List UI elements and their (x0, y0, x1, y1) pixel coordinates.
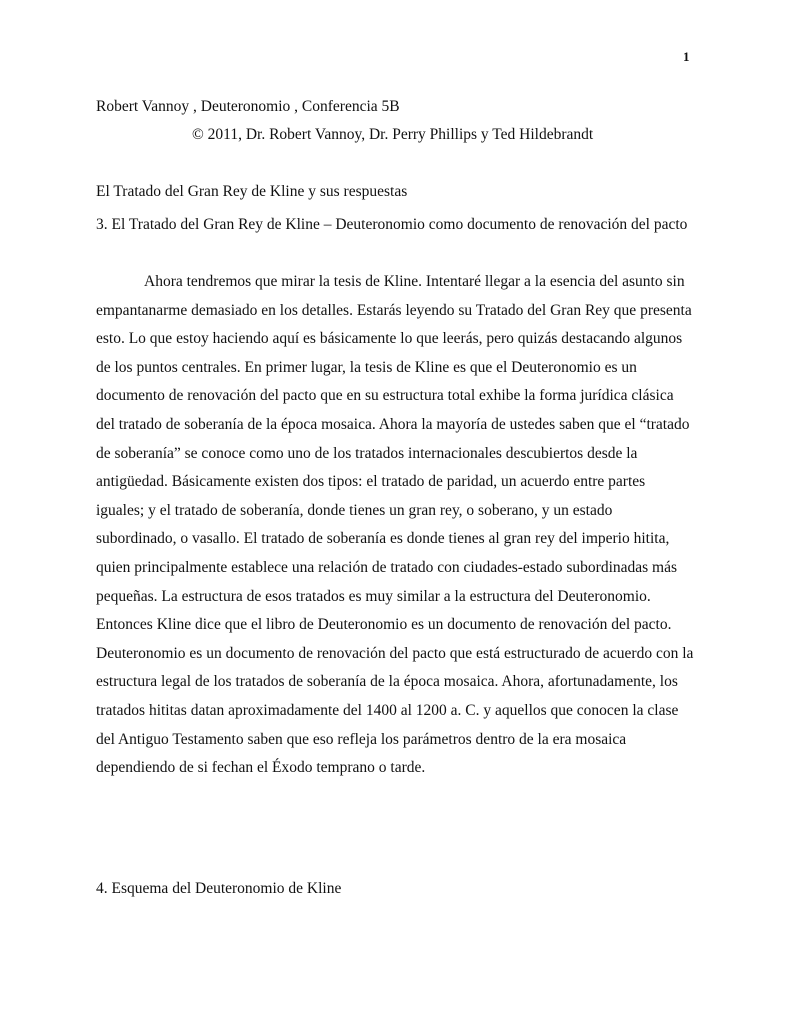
lecture-title: El Tratado del Gran Rey de Kline y sus respuestas (96, 183, 408, 200)
copyright-line: © 2011, Dr. Robert Vannoy, Dr. Perry Phillips y Ted Hildebrandt (192, 126, 594, 143)
author-lecture-line: Robert Vannoy , Deuteronomio , Conferencia 5B (96, 98, 400, 115)
body-paragraph: Ahora tendremos que mirar la tesis de Kline. Intentaré llegar a la esencia del asunto sin empantanarme demasiado en los detalles. Estarás leyendo su Tratado del Gran Rey que presenta esto. Lo que estoy haciendo aquí es básicamente lo que leerás, pero quizás destacando algunos de los puntos centrales. En primer lugar, la tesis de Kline es que el Deuteronomio es un documento de renovación del pacto que en su estructura total exhibe la forma jurídica clásica del tratado de soberanía de la época mosaica. Ahora la mayoría de ustedes saben que el “tratado de soberanía” se conoce como uno de los tratados internacionales descubiertos desde la antigüedad. Básicamente existen dos tipos: el tratado de paridad, un acuerdo entre partes iguales; y el tratado de soberanía, donde tienes un gran rey, o soberano, y un estado subordinado, o vasallo. El tratado de soberanía es donde tienes al gran rey del imperio hitita, quien principalmente establece una relación de tratado con ciudades-estado subordinadas más pequeñas. La estructura de esos tratados es muy similar a la estructura del Deuteronomio. Entonces Kline dice que el libro de Deuteronomio es un documento de renovación del pacto. Deuteronomio es un documento de renovación del pacto que está estructurado de acuerdo con la estructura legal de los tratados de soberanía de la época mosaica. Ahora, afortunadamente, los tratados hititas datan aproximadamente del 1400 al 1200 a. C. y aquellos que conocen la clase del Antiguo Testamento saben que eso refleja los parámetros dentro de la era mosaica dependiendo de si fechan el Éxodo temprano o tarde. (96, 273, 694, 777)
section-3-heading: 3. El Tratado del Gran Rey de Kline – Deuteronomio como documento de renovación del pacto (96, 216, 688, 233)
page-number: 1 (683, 49, 690, 64)
section-4-heading: 4. Esquema del Deuteronomio de Kline (96, 880, 342, 897)
